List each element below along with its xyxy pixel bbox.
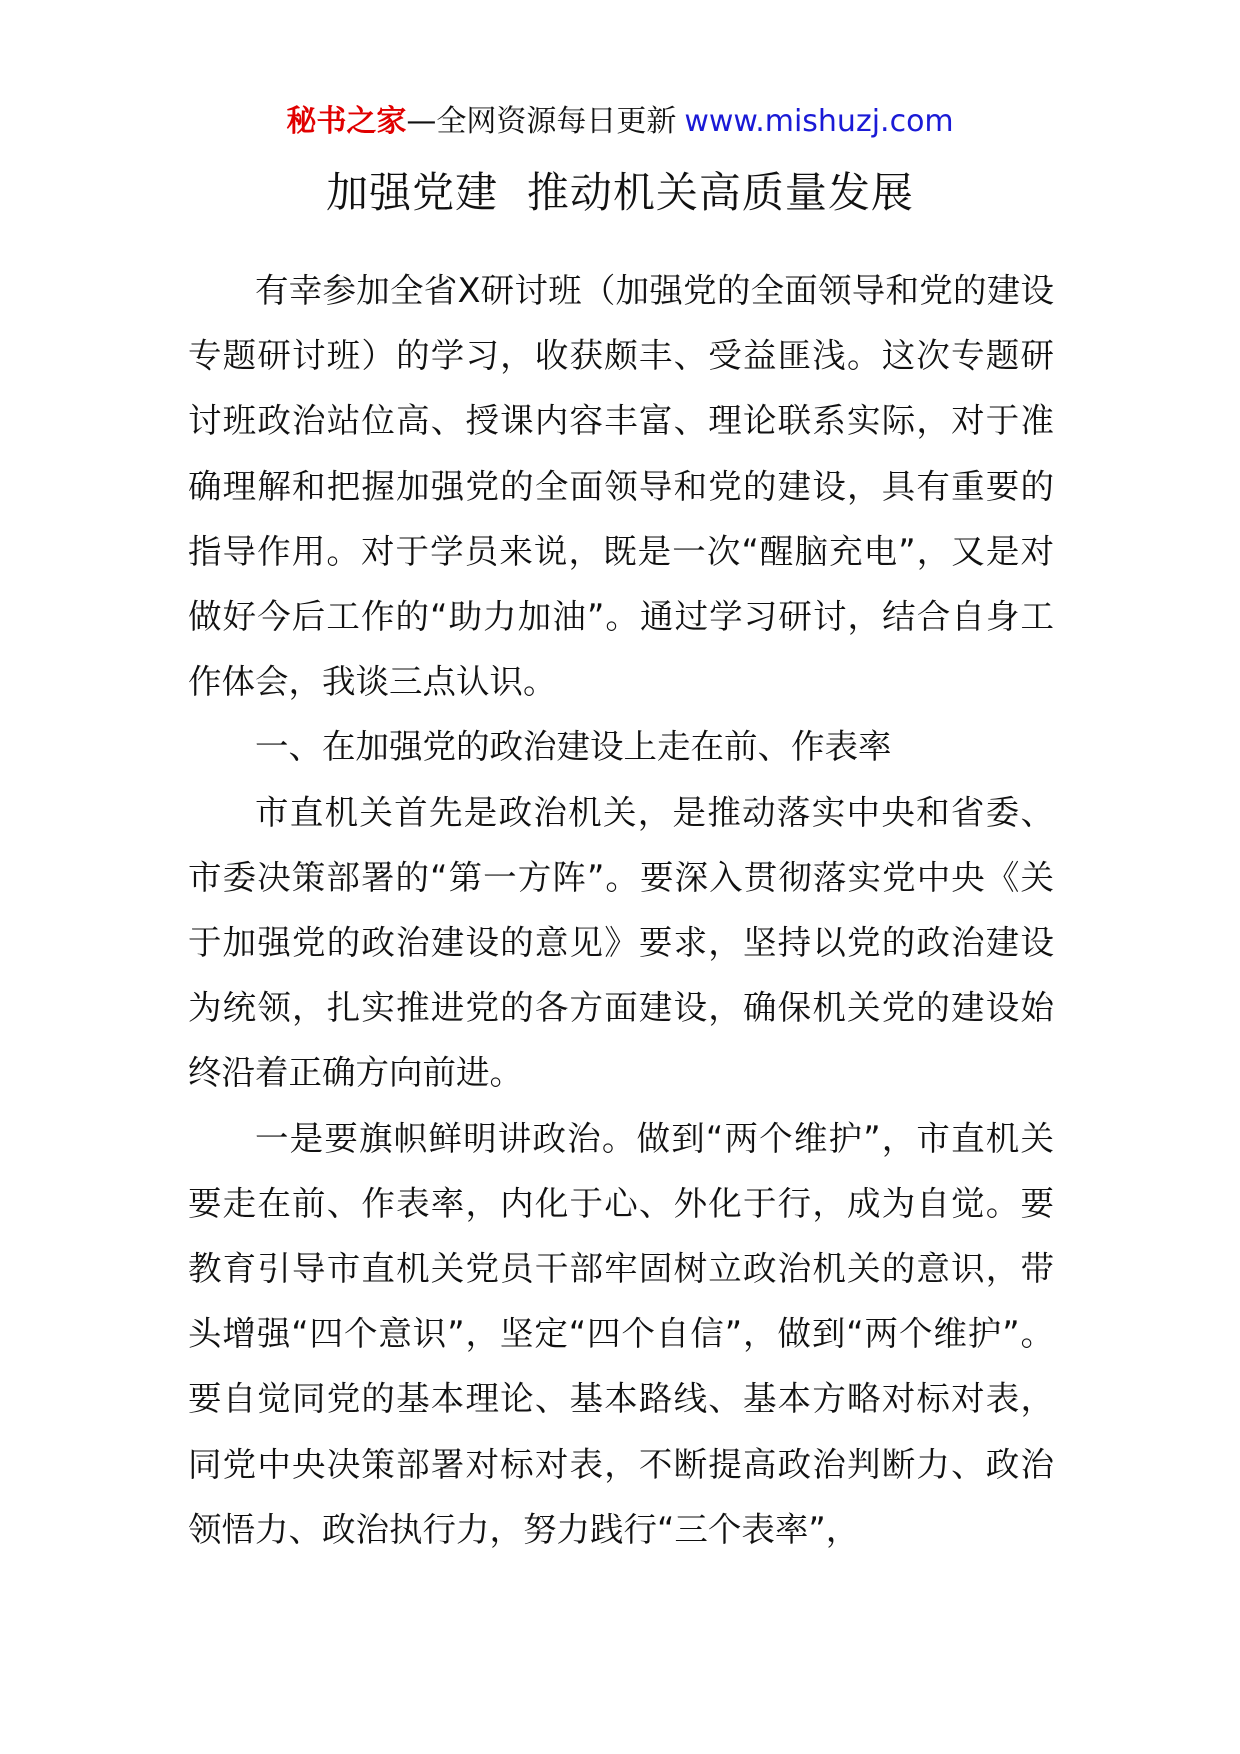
paragraph-section-1: 市直机关首先是政治机关，是推动落实中央和省委、市委决策部署的“第一方阵”。要深入贯彻落实党中央《关于加强党的政治建设的意见》要求，坚持以党的政治建设为统领，扎实推进党的各方面建设，确保机关党的建设始终沿着正确方向前进。 xyxy=(188,792,1054,1093)
site-tagline: —全网资源每日更新 xyxy=(406,104,677,139)
paragraph-point-1: 一是要旗帜鲜明讲政治。做到“两个维护”，市直机关要走在前、作表率，内化于心、外化于行，成为自觉。要教育引导市直机关党员干部牢固树立政治机关的意识，带头增强“四个意识”，坚定“四个自信”，做到“两个维护”。要自觉同党的基本理论、基本路线、基本方略对标对表，同党中央决策部署对标对表，不断提高政治判断力、政治领悟力、政治执行力，努力践行“三个表率”， xyxy=(188,1118,1054,1549)
site-url-link[interactable]: www.mishuzj.com xyxy=(684,104,954,139)
site-header xyxy=(0,100,1240,144)
paragraph-intro: 有幸参加全省X研讨班（加强党的全面领导和党的建设专题研讨班）的学习，收获颇丰、受益匪浅。这次专题研讨班政治站位高、授课内容丰富、理论联系实际，对于准确理解和把握加强党的全面领导和党的建设，具有重要的指导作用。对于学员来说，既是一次“醒脑充电”，又是对做好今后工作的“助力加油”。通过学习研讨，结合自身工作体会，我谈三点认识。 xyxy=(188,271,1054,702)
document-title: 加强党建 推动机关高质量发展 xyxy=(326,168,914,217)
section-heading-1: 一、在加强党的政治建设上走在前、作表率 xyxy=(255,727,892,767)
site-name: 秘书之家 xyxy=(286,104,407,139)
document-body xyxy=(188,258,1054,1562)
